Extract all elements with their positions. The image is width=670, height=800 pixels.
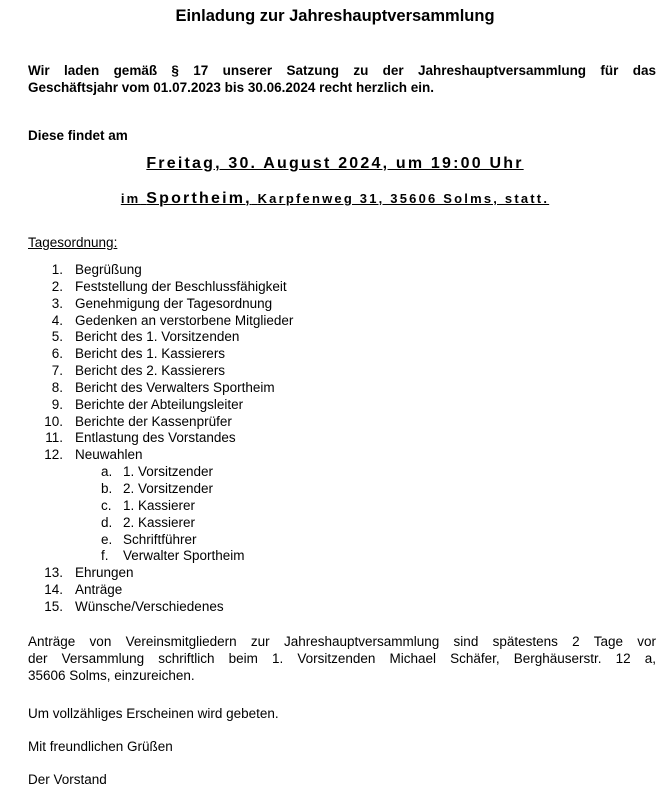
agenda-item-text: Genehmigung der Tagesordnung bbox=[75, 295, 273, 311]
agenda-item bbox=[0, 447, 670, 464]
agenda-item bbox=[0, 313, 670, 330]
agenda-item-number: 8. bbox=[51, 379, 63, 395]
agenda-item-text: Berichte der Kassenprüfer bbox=[75, 413, 232, 429]
agenda-list bbox=[0, 262, 670, 616]
agenda-item-number: 11. bbox=[45, 430, 63, 446]
agenda-item-text: Schriftführer bbox=[123, 531, 197, 547]
agenda-item bbox=[0, 430, 670, 447]
agenda-item-number: 1. bbox=[51, 262, 63, 277]
agenda-item-text: 1. Kassierer bbox=[123, 497, 196, 513]
agenda-item-text: Entlastung des Vorstandes bbox=[75, 430, 236, 446]
agenda-item-text: Berichte der Abteilungsleiter bbox=[75, 396, 244, 412]
agenda-item-text: Bericht des 1. Kassierers bbox=[75, 346, 226, 362]
agenda-item-number: e. bbox=[101, 531, 113, 547]
document-title: Einladung zur Jahreshauptversammlung bbox=[175, 7, 495, 25]
agenda-item bbox=[0, 262, 670, 279]
agenda-item-number: f. bbox=[101, 548, 109, 564]
agenda-item-number: 15. bbox=[44, 598, 63, 614]
agenda-item-number: 14. bbox=[44, 582, 63, 598]
notice-line-2: der Versammlung schriftlich beim 1. Vorsitzenden Michael Schäfer, Berghäuserstr. 12 a, bbox=[28, 651, 656, 666]
agenda-item-text: Gedenken an verstorbene Mitglieder bbox=[75, 312, 294, 328]
agenda-item-text: Verwalter Sportheim bbox=[123, 548, 245, 564]
agenda-item-text: 1. Vorsitzender bbox=[123, 464, 214, 480]
intro-paragraph bbox=[28, 62, 656, 96]
agenda-item-text: Feststellung der Beschlussfähigkeit bbox=[75, 278, 287, 294]
agenda-item bbox=[0, 397, 670, 414]
agenda-item-number: 4. bbox=[51, 312, 63, 328]
agenda-item-text: 2. Kassierer bbox=[123, 514, 196, 530]
agenda-item-number: 2. bbox=[51, 278, 63, 294]
agenda-item-number: 12. bbox=[44, 447, 63, 463]
intro-line-1: Wir laden gemäß § 17 unserer Satzung zu der Jahreshauptversammlung für das bbox=[28, 63, 656, 78]
signature: Der Vorstand bbox=[28, 772, 107, 787]
event-place-prefix: im bbox=[120, 191, 141, 206]
agenda-subitem bbox=[0, 532, 670, 549]
agenda-item-text: Ehrungen bbox=[75, 565, 134, 581]
agenda-item-text: Bericht des 2. Kassierers bbox=[75, 363, 226, 379]
agenda-item-number: 7. bbox=[51, 363, 63, 379]
agenda-item bbox=[0, 380, 670, 397]
agenda-item-number: a. bbox=[101, 464, 113, 480]
agenda-item-text: Bericht des Verwalters Sportheim bbox=[75, 379, 275, 395]
agenda-item bbox=[0, 565, 670, 582]
agenda-item-text: Bericht des 1. Vorsitzenden bbox=[75, 329, 240, 345]
agenda-item bbox=[0, 329, 670, 346]
agenda-item-text: Anträge bbox=[75, 582, 123, 598]
event-lead-in: Diese findet am bbox=[28, 128, 128, 143]
agenda-item bbox=[0, 414, 670, 431]
event-place bbox=[0, 190, 670, 208]
notice-line-1: Anträge von Vereinsmitgliedern zur Jahreshauptversammlung sind spätestens 2 Tage vor bbox=[28, 634, 656, 649]
agenda-item-number: d. bbox=[101, 514, 113, 530]
event-place-address: Karpfenweg 31, 35606 Solms, statt. bbox=[257, 191, 550, 206]
agenda-item-number: 9. bbox=[51, 396, 63, 412]
agenda-item bbox=[0, 599, 670, 616]
notice-line-3: 35606 Solms, einzureichen. bbox=[28, 668, 195, 683]
intro-line-2: Geschäftsjahr vom 01.07.2023 bis 30.06.2024 recht herzlich ein. bbox=[28, 80, 434, 95]
agenda-item bbox=[0, 296, 670, 313]
agenda-subitem bbox=[0, 498, 670, 515]
notice-paragraph bbox=[28, 633, 656, 684]
agenda-item-number: 6. bbox=[51, 346, 63, 362]
agenda-subitem bbox=[0, 481, 670, 498]
agenda-item bbox=[0, 582, 670, 599]
agenda-item-number: 5. bbox=[51, 329, 63, 345]
agenda-heading: Tagesordnung: bbox=[28, 235, 118, 250]
agenda-subitem bbox=[0, 515, 670, 532]
agenda-item bbox=[0, 346, 670, 363]
event-place-name: Sportheim, bbox=[146, 190, 252, 207]
agenda-item-number: c. bbox=[101, 497, 112, 513]
agenda-subitem bbox=[0, 548, 670, 565]
agenda-item-number: 10. bbox=[44, 413, 63, 429]
agenda-item bbox=[0, 363, 670, 380]
agenda-subitem bbox=[0, 464, 670, 481]
agenda-item-text: Begrüßung bbox=[75, 262, 142, 277]
agenda-item-text: Neuwahlen bbox=[75, 447, 143, 463]
event-date: Freitag, 30. August 2024, um 19:00 Uhr bbox=[146, 155, 524, 172]
agenda-item-text: Wünsche/Verschiedenes bbox=[75, 598, 224, 614]
greeting: Mit freundlichen Grüßen bbox=[28, 739, 173, 754]
agenda-item-number: 3. bbox=[51, 295, 63, 311]
agenda-item-text: 2. Vorsitzender bbox=[123, 480, 214, 496]
agenda-item bbox=[0, 279, 670, 296]
agenda-item-number: b. bbox=[101, 480, 113, 496]
agenda-item-number: 13. bbox=[44, 565, 63, 581]
closing-request: Um vollzähliges Erscheinen wird gebeten. bbox=[28, 706, 279, 721]
